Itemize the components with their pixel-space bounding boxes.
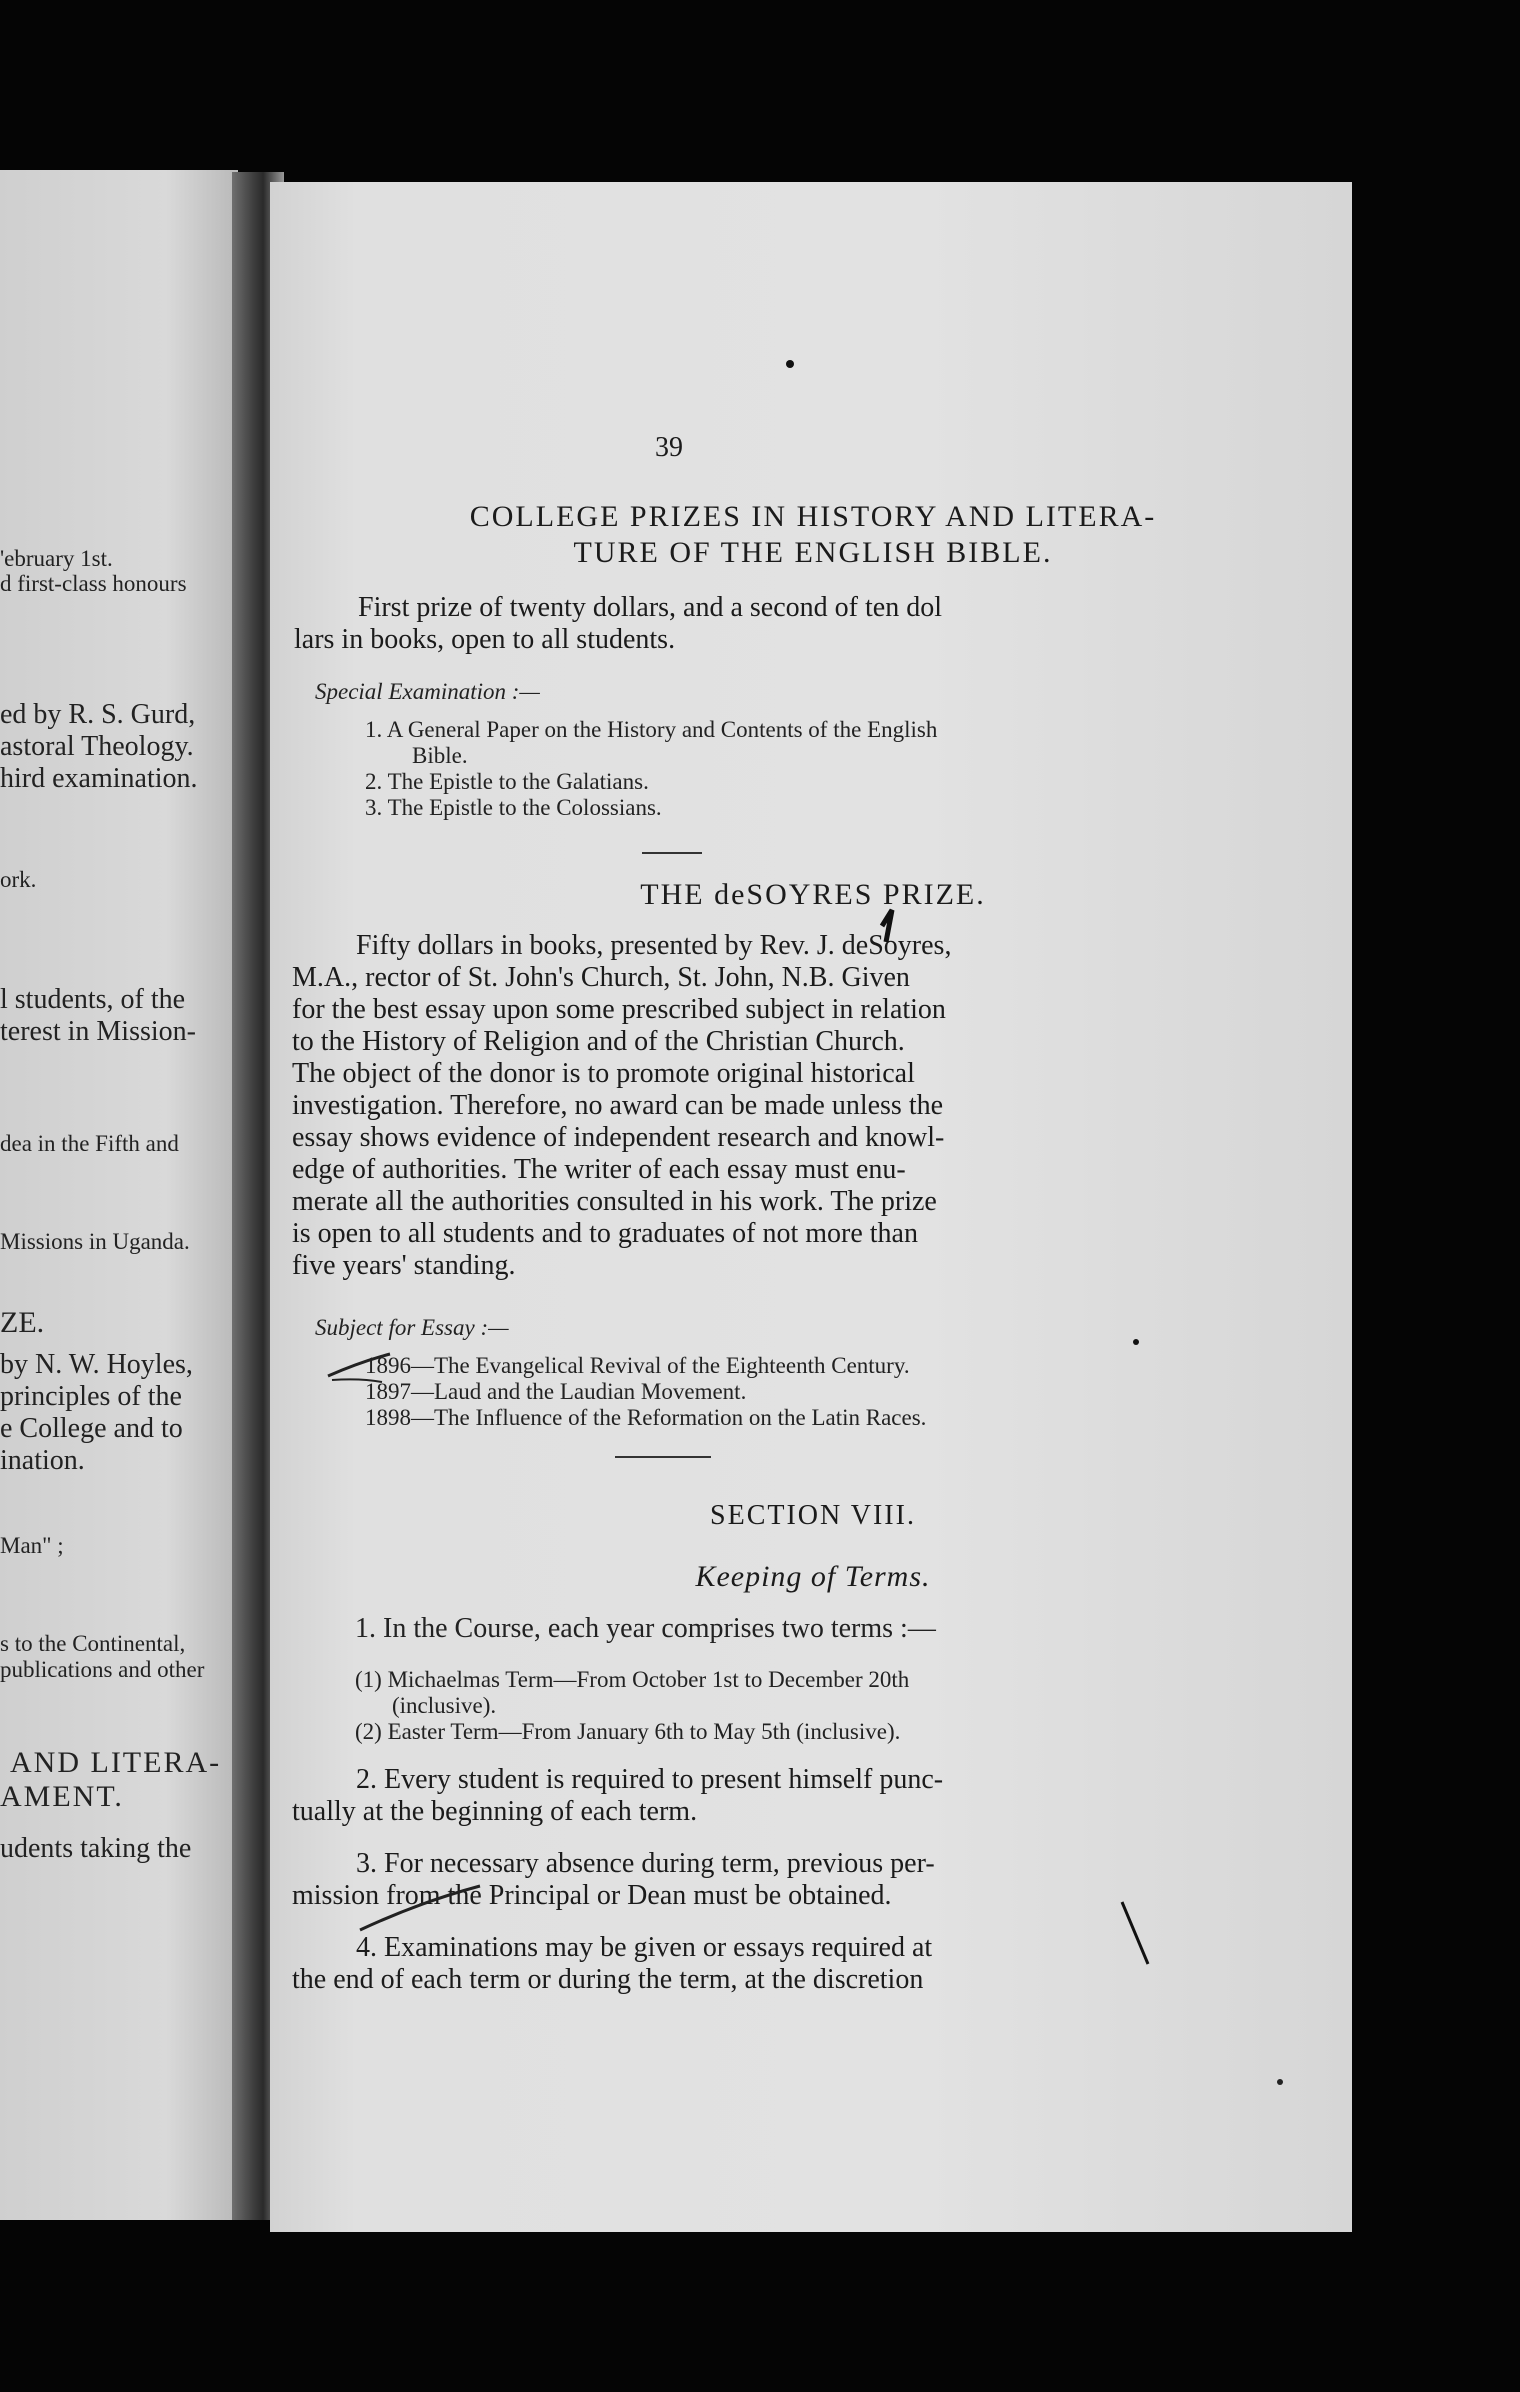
left-line: ed by R. S. Gurd,: [0, 699, 196, 730]
term-item: (2) Easter Term—From January 6th to May 5th (inclusive).: [355, 1719, 901, 1744]
left-line: 'ebruary 1st.: [0, 546, 113, 571]
left-line: AMENT.: [0, 1780, 124, 1813]
text-line: mission from the Principal or Dean must be obtained.: [292, 1880, 892, 1911]
ink-dot: [1133, 1339, 1139, 1345]
left-line: AND LITERA-: [10, 1746, 222, 1779]
ink-dot: [786, 360, 794, 368]
left-line: publications and other: [0, 1657, 205, 1682]
subject-item: 1897—Laud and the Laudian Movement.: [365, 1379, 747, 1404]
left-line: dea in the Fifth and: [0, 1131, 179, 1156]
left-line: s to the Continental,: [0, 1631, 186, 1656]
text-line: M.A., rector of St. John's Church, St. John, N.B. Given: [292, 962, 910, 993]
left-line: l students, of the: [0, 984, 186, 1015]
rule-item: 1. In the Course, each year comprises two terms :—: [355, 1613, 936, 1644]
subject-item: 1898—The Influence of the Reformation on the Latin Races.: [365, 1405, 927, 1430]
left-line: hird examination.: [0, 763, 198, 794]
text-line: 3. For necessary absence during term, previous per-: [356, 1848, 935, 1879]
left-line: udents taking the: [0, 1833, 192, 1864]
exam-label: Special Examination :—: [315, 679, 540, 704]
left-line: e College and to: [0, 1413, 183, 1444]
text-line: The object of the donor is to promote original historical: [292, 1058, 915, 1089]
text-line: First prize of twenty dollars, and a second of ten dol: [358, 592, 942, 623]
left-line: ZE.: [0, 1306, 45, 1339]
section-number-heading: SECTION VIII.: [710, 1500, 916, 1531]
left-page-fragment: [0, 170, 238, 2220]
text-line: 4. Examinations may be given or essays required at: [356, 1932, 933, 1963]
pen-mark: [328, 1354, 390, 1376]
term-item: (1) Michaelmas Term—From October 1st to December 20th: [355, 1667, 910, 1692]
left-line: principles of the: [0, 1381, 182, 1412]
pen-mark: [332, 1379, 382, 1382]
text-line: Fifty dollars in books, presented by Rev. J. deSoyres,: [356, 930, 952, 961]
text-line: lars in books, open to all students.: [294, 624, 676, 655]
subject-label: Subject for Essay :—: [315, 1315, 509, 1340]
text-line: merate all the authorities consulted in his work. The prize: [292, 1186, 937, 1217]
left-line: terest in Mission-: [0, 1016, 196, 1047]
text-line: is open to all students and to graduates of not more than: [292, 1218, 918, 1249]
section-heading: COLLEGE PRIZES IN HISTORY AND LITERA-: [469, 500, 1157, 533]
ink-dot: [1277, 2079, 1283, 2085]
left-line: by N. W. Hoyles,: [0, 1349, 193, 1380]
text-line: for the best essay upon some prescribed subject in relation: [292, 994, 946, 1025]
left-line: Man" ;: [0, 1533, 64, 1558]
prize-heading: THE deSOYRES PRIZE.: [640, 878, 986, 911]
text-line: to the History of Religion and of the Christian Church.: [292, 1026, 905, 1057]
list-item: Bible.: [412, 743, 468, 768]
left-line: ork.: [0, 867, 37, 892]
text-line: five years' standing.: [292, 1250, 516, 1281]
term-item: (inclusive).: [392, 1693, 497, 1718]
pen-mark: [360, 1886, 480, 1930]
text-line: the end of each term or during the term, at the discretion: [292, 1964, 924, 1995]
left-line: d first-class honours: [0, 571, 187, 596]
section-subheading: Keeping of Terms.: [695, 1560, 931, 1593]
text-line: essay shows evidence of independent research and knowl-: [292, 1122, 945, 1153]
text-line: 2. Every student is required to present himself punc-: [356, 1764, 944, 1795]
pen-mark: [882, 910, 892, 942]
text-line: investigation. Therefore, no award can be made unless the: [292, 1090, 944, 1121]
page-number: 39: [655, 432, 683, 463]
list-item: 3. The Epistle to the Colossians.: [365, 795, 662, 820]
pen-marks: [270, 182, 1352, 2232]
left-line: Missions in Uganda.: [0, 1229, 190, 1254]
text-line: tually at the beginning of each term.: [292, 1796, 698, 1827]
left-line: astoral Theology.: [0, 731, 194, 762]
right-page: [270, 182, 1352, 2232]
left-line: ination.: [0, 1445, 85, 1476]
section-heading: TURE OF THE ENGLISH BIBLE.: [573, 536, 1053, 569]
list-item: 2. The Epistle to the Galatians.: [365, 769, 649, 794]
subject-item: 1896—The Evangelical Revival of the Eighteenth Century.: [365, 1353, 910, 1378]
list-item: 1. A General Paper on the History and Contents of the English: [365, 717, 938, 742]
pen-mark: [1122, 1902, 1148, 1964]
text-line: edge of authorities. The writer of each essay must enu-: [292, 1154, 906, 1185]
